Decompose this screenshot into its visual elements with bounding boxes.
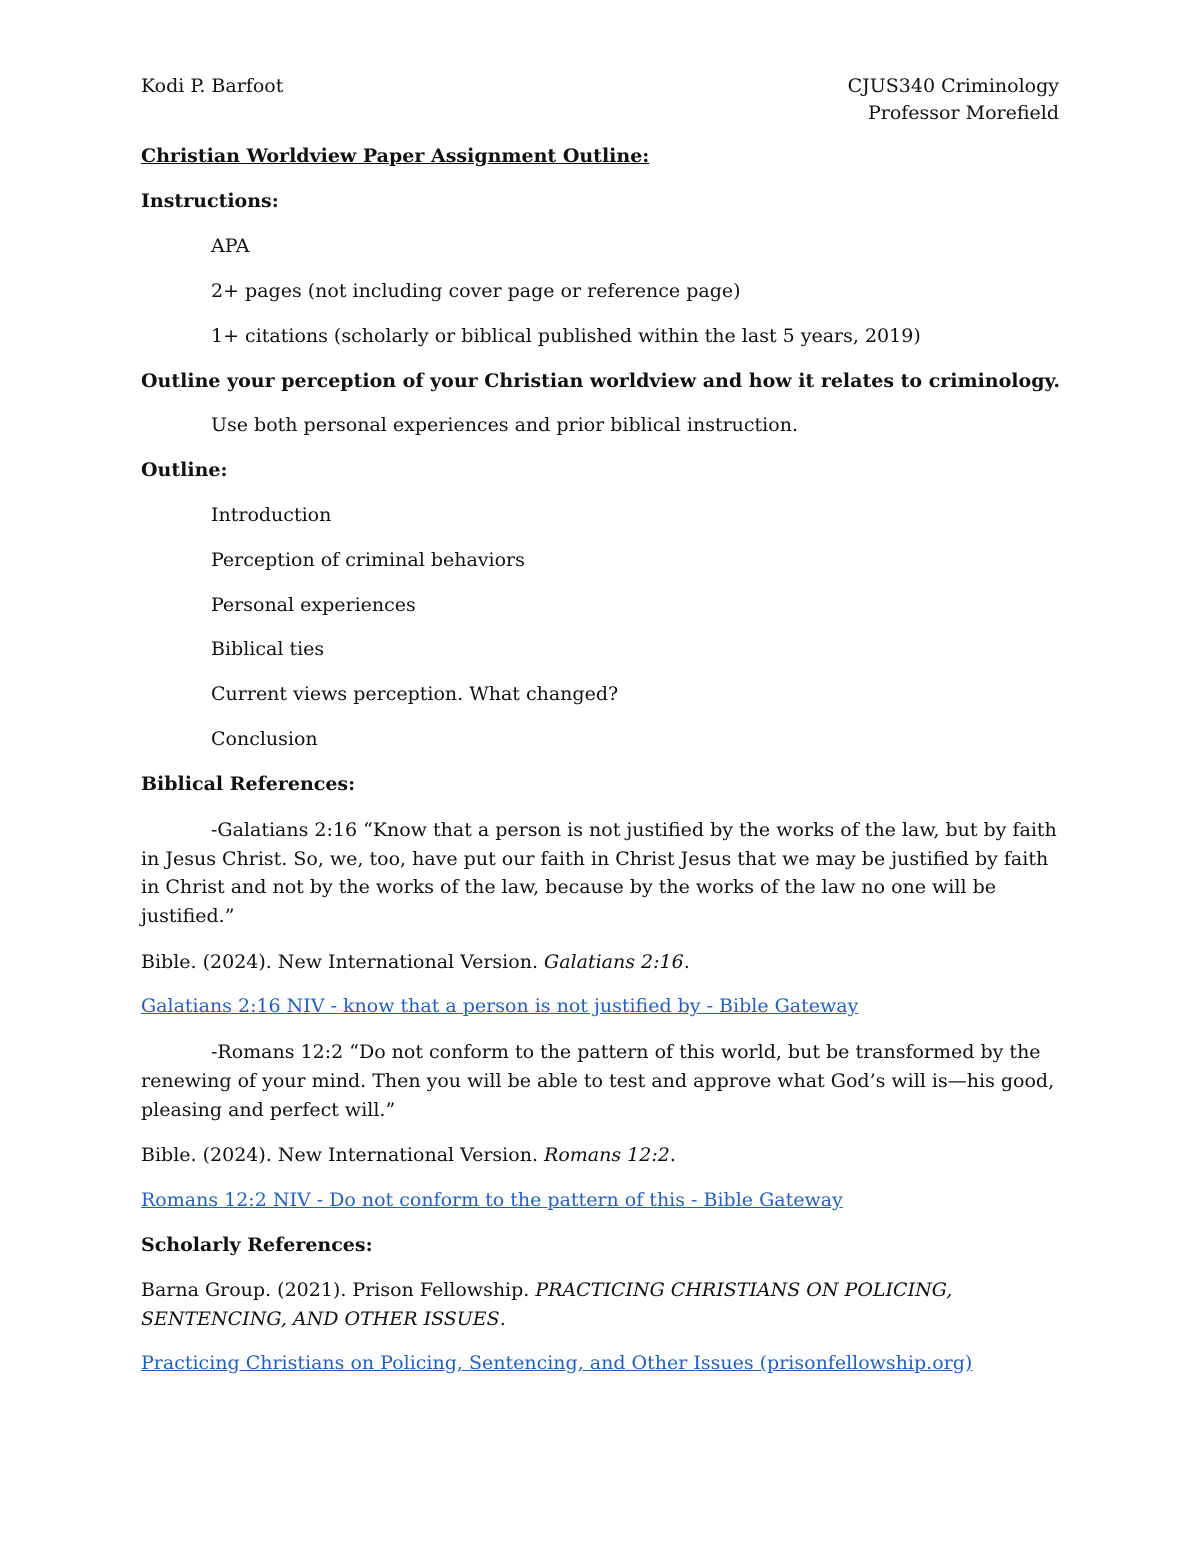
citation-book-italic: Galatians 2:16 bbox=[544, 951, 684, 973]
galatians-quote-line: justified.” bbox=[141, 905, 235, 927]
romans-citation bbox=[141, 1141, 676, 1169]
perception-note: Use both personal experiences and prior biblical instruction. bbox=[211, 414, 798, 436]
author-name: Kodi P. Barfoot bbox=[141, 75, 284, 97]
romans-quote-line: -Romans 12:2 “Do not conform to the pattern of this world, but be transformed by the bbox=[211, 1041, 1041, 1063]
galatians-quote-line: in Jesus Christ. So, we, too, have put our faith in Christ Jesus that we may be justified by faith bbox=[141, 848, 1049, 870]
scholarly-citation-line bbox=[141, 1276, 952, 1304]
galatians-citation bbox=[141, 948, 690, 976]
citation-title-italic: SENTENCING, AND OTHER ISSUES bbox=[141, 1308, 500, 1330]
romans-quote-line: pleasing and perfect will.” bbox=[141, 1099, 396, 1121]
galatians-bible-gateway-link[interactable]: Galatians 2:16 NIV - know that a person is not justified by - Bible Gateway bbox=[141, 995, 859, 1017]
outline-item: Biblical ties bbox=[211, 638, 325, 660]
outline-item: Introduction bbox=[211, 504, 332, 526]
perception-heading: Outline your perception of your Christian worldview and how it relates to criminology. bbox=[141, 370, 1060, 392]
document-title: Christian Worldview Paper Assignment Outline: bbox=[141, 145, 650, 167]
outline-item: Current views perception. What changed? bbox=[211, 683, 619, 705]
scholarly-references-heading: Scholarly References: bbox=[141, 1234, 373, 1256]
prison-fellowship-link[interactable]: Practicing Christians on Policing, Sentencing, and Other Issues (prisonfellowship.org) bbox=[141, 1352, 973, 1374]
citation-text: Bible. (2024). New International Version. bbox=[141, 1144, 545, 1166]
instruction-item: 2+ pages (not including cover page or reference page) bbox=[211, 280, 741, 302]
citation-period: . bbox=[683, 951, 690, 973]
citation-period: . bbox=[499, 1308, 506, 1330]
instructions-heading: Instructions: bbox=[141, 190, 279, 212]
romans-quote-line: renewing of your mind. Then you will be able to test and approve what God’s will is—his good, bbox=[141, 1070, 1055, 1092]
citation-period: . bbox=[669, 1144, 676, 1166]
outline-item: Personal experiences bbox=[211, 594, 416, 616]
galatians-quote-line: -Galatians 2:16 “Know that a person is not justified by the works of the law, but by faith bbox=[211, 819, 1057, 841]
biblical-references-heading: Biblical References: bbox=[141, 773, 356, 795]
instruction-item: 1+ citations (scholarly or biblical published within the last 5 years, 2019) bbox=[211, 325, 921, 347]
outline-heading: Outline: bbox=[141, 459, 228, 481]
citation-text: Bible. (2024). New International Version. bbox=[141, 951, 545, 973]
citation-text: Barna Group. (2021). Prison Fellowship. bbox=[141, 1279, 536, 1301]
galatians-quote-line: in Christ and not by the works of the law, because by the works of the law no one will be bbox=[141, 876, 996, 898]
citation-book-italic: Romans 12:2 bbox=[544, 1144, 670, 1166]
scholarly-citation-line bbox=[141, 1305, 506, 1333]
romans-bible-gateway-link[interactable]: Romans 12:2 NIV - Do not conform to the pattern of this - Bible Gateway bbox=[141, 1189, 843, 1211]
course-name: CJUS340 Criminology bbox=[847, 75, 1059, 97]
instruction-item: APA bbox=[211, 235, 250, 257]
outline-item: Perception of criminal behaviors bbox=[211, 549, 525, 571]
professor-name: Professor Morefield bbox=[867, 102, 1059, 124]
outline-item: Conclusion bbox=[211, 728, 318, 750]
citation-title-italic: PRACTICING CHRISTIANS ON POLICING, bbox=[535, 1279, 953, 1301]
